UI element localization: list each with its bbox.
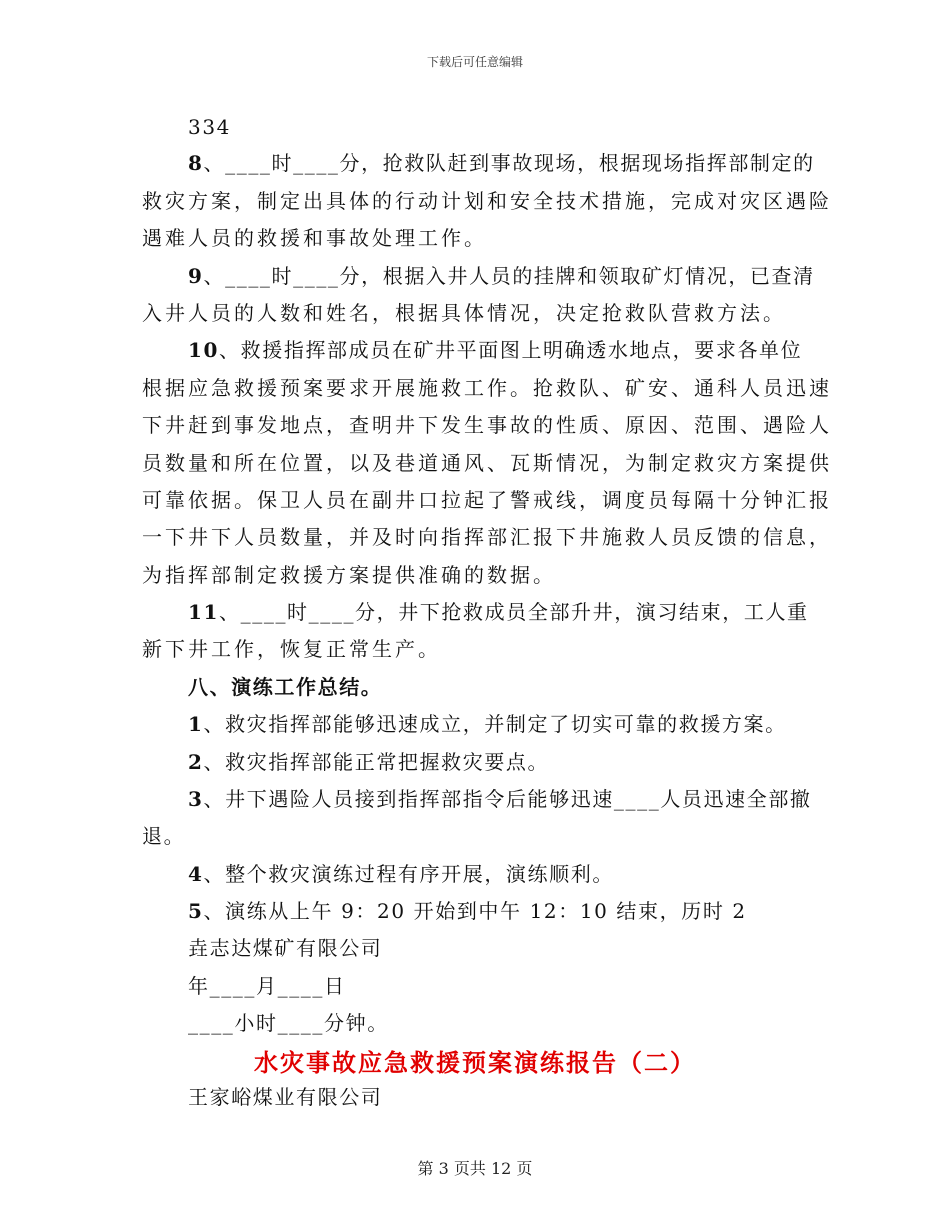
date-line: 年____月____日 [188,974,346,998]
list-item-10: 10、救援指挥部成员在矿井平面图上明确透水地点，要求各单位 [188,338,803,362]
text-line: 334 [188,115,231,139]
summary-item-3: 3、井下遇险人员接到指挥部指令后能够迅速____人员迅速全部撤 [188,787,812,811]
text-line: 退。 [142,824,186,848]
text-line: 可靠依据。保卫人员在副井口拉起了警戒线，调度员每隔十分钟汇报 [142,488,832,512]
company-name: 垚志达煤矿有限公司 [188,936,383,960]
summary-item-1: 1、救灾指挥部能够迅速成立，并制定了切实可靠的救援方案。 [188,712,787,736]
text-line: 为指挥部制定救援方案提供准确的数据。 [142,563,556,587]
summary-item-4: 4、整个救灾演练过程有序开展，演练顺利。 [188,862,614,886]
text-line: 下井赶到事发地点，查明井下发生事故的性质、原因、范围、遇险人 [142,413,832,437]
section-title: 水灾事故应急救援预案演练报告（二） [254,1048,696,1077]
text-line: 根据应急救援预案要求开展施救工作。抢救队、矿安、通科人员迅速 [142,376,832,400]
text-line: 新下井工作，恢复正常生产。 [142,637,441,661]
company-name-2: 王家峪煤业有限公司 [188,1085,383,1109]
text-line: 一下井下人员数量，并及时向指挥部汇报下井施救人员反馈的信息， [142,525,832,549]
list-item-11: 11、____时____分，井下抢救成员全部升井，演习结束，工人重 [188,600,809,624]
summary-item-2: 2、救灾指挥部能正常把握救灾要点。 [188,750,550,774]
text-line: 入井人员的人数和姓名，根据具体情况，决定抢救队营救方法。 [142,301,786,325]
list-item-9: 9、____时____分，根据入井人员的挂牌和领取矿灯情况，已查清 [188,264,815,288]
page-footer: 第 3 页共 12 页 [417,1159,533,1178]
text-line: 员数量和所在位置，以及巷道通风、瓦斯情况，为制定救灾方案提供 [142,451,832,475]
duration-line: ____小时____分钟。 [188,1011,389,1035]
section-heading: 八、演练工作总结。 [188,675,383,699]
page-header: 下载后可任意编辑 [426,55,523,69]
list-item-8: 8、____时____分，抢救队赶到事故现场，根据现场指挥部制定的 [188,151,815,175]
summary-item-5: 5、演练从上午 9：20 开始到中午 12：10 结束，历时 2 [188,899,747,923]
text-line: 遇难人员的救援和事故处理工作。 [142,226,487,250]
text-line: 救灾方案，制定出具体的行动计划和安全技术措施，完成对灾区遇险 [142,189,832,213]
